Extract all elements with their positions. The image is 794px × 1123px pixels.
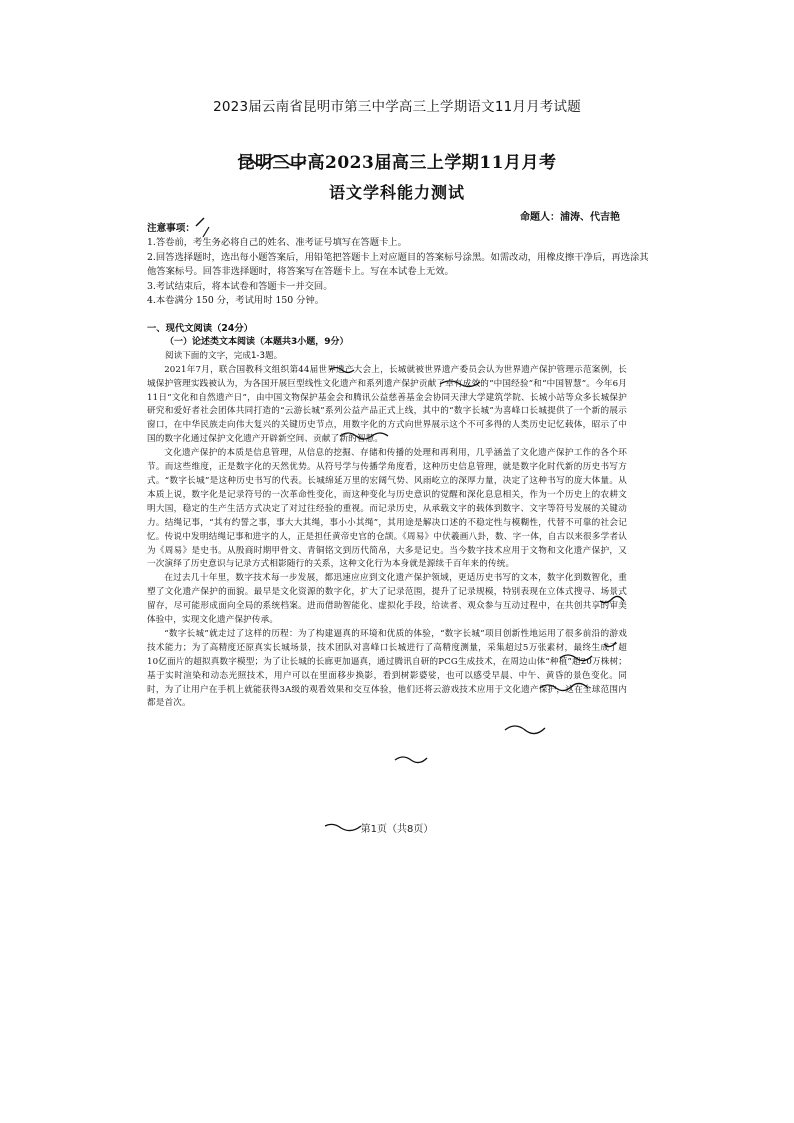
document-title: 2023届云南省昆明市第三中学高三上学期语文11月月考试题 bbox=[213, 99, 581, 115]
exam-subtitle: 语文学科能力测试 bbox=[328, 183, 465, 202]
page-footer: 第1页（共8页） bbox=[360, 824, 434, 835]
passage-paragraph: 在过去几十年里，数字技术每一步发展，都迅速应应到文化遗产保护领域，更适历史书写的文本，数字化到数智化，重塑了文化遗产保护的面貌。最早是文化资源的数字化，扩大了记录范围，提升了记录规模，特别表现在立体式搜寻、场景式留存，尽可能形成面向全局的系统档案。进而借助智能化、虚拟化手段，给读者、观众参与互动过程中，在共创共享的审美体验中，实现文化遗产保护传承。 bbox=[147, 573, 627, 626]
passage-paragraph: 文化遗产保护的本质是信息管理，从信息的挖掘、存储和传播的处理和再利用，几乎涵盖了文化遗产保护工作的各个环节。而这些维度，正是数字化的天然优势。从符号学与传播学角度看，这种历史信息管理，就是数字化时代新的历史书写方式。“数字长城”是这种历史书写的代表。长城绵延万里的宏阔气势、风雨屹立的深厚力量，决定了这种书写的庞大体量。从本质上说，数字化是记录符号的一次革命性变化，而这种变化与历史意识的觉醒和深化息息相关，作为一个历史上的农耕文明大国，稳定的生产生活方式决定了对过往经验的重视。而记录历史，从承载文字的载体到数字、文字等符号发展的关键动力。结绳记事，“其有约誓之事，事大大其绳，事小小其绳”，其用途是解决口述的不稳定性与模糊性，代替不可靠的社会记忆。传说中发明结绳记事和进字的人，正是担任黄帝史官的仓颉。《周易》中伏羲画八卦，数、字一体，自古以来很多学者认为《周易》是史书。从殷商时期甲骨文、青铜铭文到历代简帛，大多是记史。当今数字技术应用于文物和文化遗产保护，又一次演绎了历史意识与记录方式相影随行的关系，这种文化行为本身就是源续千百年来的传统。 bbox=[147, 448, 627, 570]
reading-section bbox=[147, 322, 627, 711]
section-title: 一、现代文阅读（24分） bbox=[147, 323, 253, 334]
notice-item: 3.考试结束后，将本试卷和答题卡一并交回。 bbox=[147, 280, 333, 292]
passage-paragraph: “数字长城”就走过了这样的历程：为了构建逼真的环境和优质的体验，“数字长城”项目创新性地运用了很多前沿的游戏技术能力；为了高精度还原真实长城场景，技术团队对喜峰口长城进行了高精度测量，采集超过5万张素材，最终生成了超10亿面片的超拟真数字模型；为了让长城的长廊更加逼真，通过腾讯自研的PCG生成技术，在周边山体“种植”超20万株树；基于实时渲染和动态光照技术，用户可以在里面移步换影，看到树影婆娑，也可以感受早晨、中午、黄昏的景色变化。同时，为了让用户在手机上就能获得3A级的观看效果和交互体验，他们还将云游戏技术应用于文化遗产保护，这在全球范围内都是首次。 bbox=[147, 628, 627, 709]
section-subtitle: （一）论述类文本阅读（本题共3小题，9分） bbox=[165, 336, 349, 347]
passage-paragraph: 2021年7月，联合国教科文组织第44届世界遗产大会上，长城就被世界遗产委员会认为世界遗产保护管理示范案例，长城保护管理实践被认为，为各国开展巨型线性文化遗产和系列遗产保护贡献了卓有成效的“中国经验”和“中国智慧”。今年6月11日“文化和自然遗产日”，由中国文物保护基金会和腾讯公益慈善基金会协同天津大学建筑学院、长城小站等众多长城保护研究和爱好者社会团体共同打造的“云游长城”系列公益产品正式上线，其中的“数字长城”为喜峰口长城提供了一个新的展示窗口，在中华民族走向伟大复兴的关键历史节点，用数字化的方式向世界展示这个不可多得的人类历史记忆载体，昭示了中国的数字化通过保护文化遗产开辟新空间、贡献了新的智慧。 bbox=[147, 364, 627, 445]
exam-title: 昆明三中高2023届高三上学期11月月考 bbox=[237, 153, 557, 173]
notice-item: 4.本卷满分 150 分，考试用时 150 分钟。 bbox=[147, 295, 325, 307]
notice-item: 1.答卷前，考生务必将自己的姓名、准考证号填写在答题卡上。 bbox=[147, 237, 407, 249]
section-instruction: 阅读下面的文字，完成1-3题。 bbox=[165, 350, 283, 361]
authors-line: 命题人：浦涛、代吉艳 bbox=[520, 212, 620, 223]
notice-heading: 注意事项： bbox=[147, 223, 195, 234]
notice-block bbox=[147, 222, 657, 308]
notice-item: 2.回答选择题时，选出每小题答案后，用铅笔把答题卡上对应题目的答案标号涂黑。如需改动，用橡皮擦干净后，再选涂其他答案标号。回答非选择题时，将答案写在答题卡上。写在本试卷上无效。 bbox=[147, 251, 649, 278]
